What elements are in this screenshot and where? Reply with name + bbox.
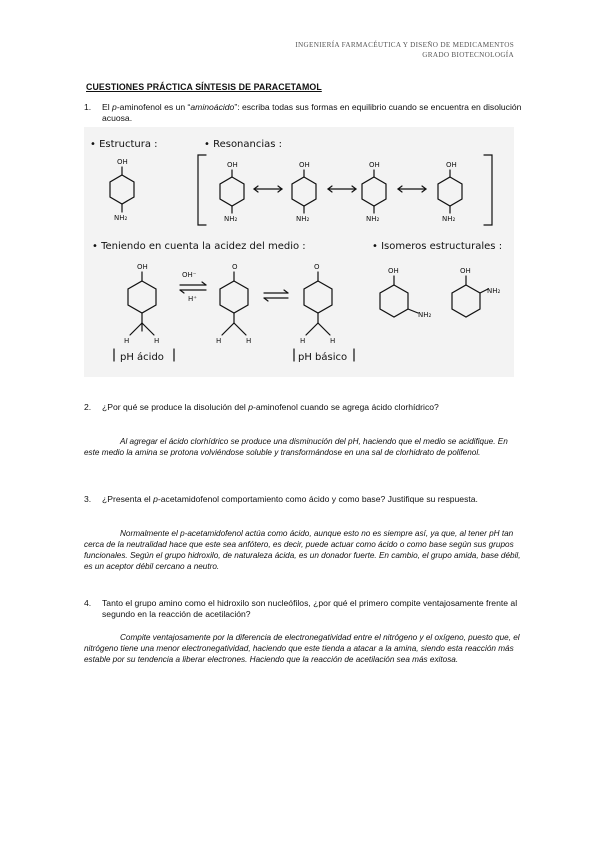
svg-text:NH₂: NH₂ — [224, 215, 238, 223]
svg-text:NH₂: NH₂ — [114, 214, 128, 222]
svg-text:OH: OH — [299, 161, 310, 169]
svg-text:H: H — [154, 337, 160, 345]
svg-text:NH₂: NH₂ — [366, 215, 380, 223]
svg-text:H⁺: H⁺ — [188, 295, 197, 303]
svg-text:H: H — [246, 337, 252, 345]
svg-text:OH: OH — [227, 161, 238, 169]
svg-text:NH₂: NH₂ — [296, 215, 310, 223]
svg-text:OH: OH — [388, 267, 399, 275]
label-teniendo: • Teniendo en cuenta la acidez del medio : — [92, 241, 306, 252]
question-number: 3. — [84, 494, 92, 504]
svg-text:O: O — [314, 263, 320, 271]
handwritten-structures-figure — [84, 127, 514, 377]
svg-text:NH₂: NH₂ — [442, 215, 456, 223]
svg-text:OH: OH — [369, 161, 380, 169]
resonance-4 — [438, 161, 462, 223]
equilibrium-arrows-1 — [180, 271, 206, 303]
question-text: ¿Presenta el p-acetamidofenol comportamiento como ácido y como base? Justifique su respuesta. — [102, 494, 478, 504]
question-text: ¿Por qué se produce la disolución del p-aminofenol cuando se agrega ácido clorhídrico? — [102, 402, 439, 412]
svg-text:H: H — [300, 337, 306, 345]
svg-text:pH básico: pH básico — [298, 352, 348, 363]
answer-3: Normalmente el p-acetamidofenol actúa como ácido, aunque esto no es siempre así, ya que, al tener pH tan cerca de la neutralidad hace que este sea anfótero, es decir, puede actuar como ácido o como base según sus grupos funcionales. Según el grupo hidroxilo, de naturaleza ácida, es un donador fuerte. En cambio, el grupo amida, base débil, es un aceptor débil cercano a neutro. — [84, 529, 521, 571]
svg-text:H: H — [216, 337, 222, 345]
question-2 — [84, 402, 522, 413]
base-form — [294, 263, 354, 363]
svg-text:H: H — [124, 337, 130, 345]
question-number: 2. — [84, 402, 92, 412]
resonance-1 — [220, 161, 244, 223]
header-line-2: GRADO BIOTECNOLOGÍA — [422, 51, 514, 59]
question-text: El p-aminofenol es un “aminoácido”: escriba todas sus formas en equilibrio cuando se encuentra en disolución acuosa. — [102, 102, 522, 123]
answer-2: Al agregar el ácido clorhídrico se produce una disminución del pH, haciendo que el medio se acidifique. En este medio la amina se protona volviéndose soluble y transformándose en una sal de clorhidrato de polifenol. — [84, 437, 508, 457]
resonance-arrow-3 — [398, 186, 426, 192]
resonance-arrow-1 — [254, 186, 282, 192]
resonance-arrow-2 — [328, 186, 356, 192]
svg-text:pH ácido: pH ácido — [120, 352, 164, 363]
resonance-3 — [362, 161, 386, 223]
svg-text:NH₂: NH₂ — [487, 287, 501, 295]
document-header — [295, 40, 514, 60]
question-1 — [84, 102, 522, 124]
label-estructura: • Estructura : — [90, 139, 158, 150]
svg-text:OH⁻: OH⁻ — [182, 271, 197, 279]
label-isomeros: • Isomeros estructurales : — [372, 241, 503, 252]
page-title: CUESTIONES PRÁCTICA SÍNTESIS DE PARACETAMOL — [86, 82, 322, 92]
svg-text:OH: OH — [460, 267, 471, 275]
question-number: 4. — [84, 598, 92, 608]
svg-text:NH₂: NH₂ — [418, 311, 432, 319]
isomer-meta — [380, 267, 432, 319]
answer-4: Compite ventajosamente por la diferencia de electronegatividad entre el nitrógeno y el oxígeno, puesto que, el nitrógeno tiene una menor electronegatividad, haciendo que este tienda a atacar a la amina, siendo esta reacción más estable por su tendencia a liberar electrones. Haciendo que la reacción de acetilación sea más exitosa. — [84, 633, 520, 664]
question-number: 1. — [84, 102, 92, 112]
svg-text:OH: OH — [137, 263, 148, 271]
neutral-form — [216, 263, 251, 345]
resonance-2 — [292, 161, 316, 223]
label-resonancias: • Resonancias : — [204, 139, 283, 150]
question-text: Tanto el grupo amino como el hidroxilo son nucleófilos, ¿por qué el primero compite ventajosamente frente al segundo en la reacción de acetilación? — [102, 598, 518, 619]
acid-form — [114, 263, 174, 363]
isomer-ortho — [452, 267, 501, 317]
header-line-1: INGENIERÍA FARMACÉUTICA Y DISEÑO DE MEDICAMENTOS — [295, 41, 514, 49]
svg-text:O: O — [232, 263, 238, 271]
svg-text:OH: OH — [446, 161, 457, 169]
svg-text:OH: OH — [117, 158, 128, 166]
svg-text:H: H — [330, 337, 336, 345]
equilibrium-arrows-2 — [264, 290, 288, 301]
question-3 — [84, 494, 522, 505]
structure-p-aminophenol — [110, 158, 134, 222]
question-4 — [84, 598, 522, 620]
